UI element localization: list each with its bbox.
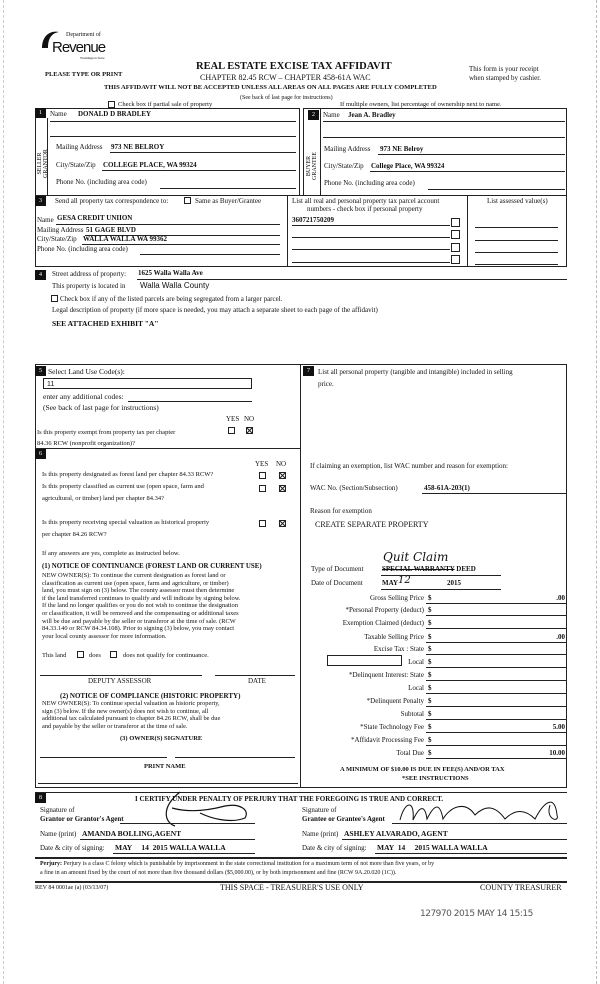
buyer-city-field[interactable]: College Place, WA 99324	[371, 162, 445, 170]
parcel-header-2: numbers - check box if personal property	[307, 205, 423, 213]
street-label: Street address of property:	[52, 270, 127, 278]
legal-label: Legal description of property (if more space is needed, you may attach a separate sheet to each page of the affidavit)	[52, 306, 378, 314]
section-6-badge: 6	[35, 449, 46, 459]
buyer-mail-field[interactable]: 973 NE Belroy	[380, 145, 424, 153]
partial-sale-checkbox[interactable]	[108, 101, 115, 108]
deputy-assessor-label: DEPUTY ASSESSOR	[88, 677, 152, 685]
owner-signature-line-2[interactable]	[175, 757, 295, 758]
print-name-label: PRINT NAME	[144, 763, 186, 770]
section-4-badge: 4	[35, 270, 46, 280]
does-not-label: does not qualify for continuance.	[123, 652, 209, 659]
exempt-question-2: 84.36 RCW (nonprofit organization)?	[37, 440, 135, 447]
land-use-code-value: 11	[47, 381, 55, 388]
receipt-text-1: This form is your receipt	[469, 65, 539, 73]
chapter-text: CHAPTER 82.45 RCW – CHAPTER 458-61A WAC	[200, 73, 371, 82]
qualifies-does-checkbox[interactable]	[77, 651, 84, 658]
fee-label: Exemption Claimed (deduct)	[342, 619, 424, 627]
currency-symbol: $	[428, 723, 432, 731]
assessed-value-field[interactable]	[475, 264, 558, 265]
fee-value[interactable]: 5.00	[552, 723, 565, 731]
grantee-signature-label: Signature of	[302, 806, 337, 814]
currency-symbol: $	[428, 645, 432, 653]
land-use-label: Select Land Use Code(s):	[48, 367, 125, 376]
if-yes-instruction: If any answers are yes, complete as instructed below.	[42, 550, 180, 557]
corr-mail-label: Mailing Address	[37, 226, 84, 234]
doc-date-day[interactable]: 12	[398, 575, 411, 586]
section-2-badge: 2	[308, 110, 319, 120]
parcel-header: List all real and personal property tax parcel account	[292, 197, 440, 205]
grantor-name-label: Name (print)	[40, 830, 77, 838]
corr-city-label: City/State/Zip	[37, 235, 77, 243]
currency-symbol: $	[428, 697, 432, 705]
see-back-text: (See back of last page for instructions)	[240, 95, 333, 101]
grantor-signature-label-2: Grantor or Grantor's Agent	[40, 815, 124, 823]
grantee-date-field[interactable]: MAY 14 2015 WALLA WALLA	[377, 843, 488, 852]
seller-side-label: SELLER GRANTOR	[37, 149, 49, 178]
fee-label: Local	[408, 684, 424, 692]
no-header: NO	[276, 460, 287, 468]
current-use-question: Is this property classified as current use (open space, farm and	[42, 483, 204, 490]
grantor-signature[interactable]	[150, 788, 260, 828]
grantee-signature[interactable]	[395, 795, 570, 825]
street-field[interactable]: 1625 Walla Walla Ave	[138, 269, 203, 277]
partial-sale-label: Check box if partial sale of property	[118, 101, 213, 108]
logo-name-text: Revenue	[52, 39, 106, 56]
currency-symbol: $	[428, 633, 432, 641]
section-7-badge: 7	[303, 366, 314, 376]
fee-label: *State Technology Fee	[360, 723, 424, 731]
assessor-date-line[interactable]	[215, 675, 295, 676]
assessor-date-label: DATE	[248, 677, 266, 685]
buyer-side-label: BUYER GRANTEE	[306, 152, 318, 180]
currency-symbol: $	[428, 749, 432, 757]
deputy-assessor-signature-line[interactable]	[40, 675, 202, 676]
seller-mail-label: Mailing Address	[56, 143, 103, 151]
current-use-no-checkbox-checked[interactable]	[279, 485, 286, 492]
personal-property-label-2: price.	[318, 380, 334, 388]
assessed-header: List assessed value(s)	[487, 197, 548, 205]
current-use-yes-checkbox[interactable]	[259, 485, 266, 492]
fee-label: *Affidavit Processing Fee	[351, 736, 424, 744]
doc-date-year[interactable]: 2015	[447, 579, 461, 587]
this-land-label: This land	[42, 652, 67, 659]
currency-symbol: $	[428, 606, 432, 614]
land-use-code-input[interactable]	[43, 378, 252, 389]
fee-value[interactable]: .00	[556, 594, 565, 602]
no-header: NO	[244, 415, 255, 423]
corr-name-field[interactable]: GESA CREDIT UNIION	[57, 214, 133, 222]
grantor-name-field[interactable]: AMANDA BOLLING,AGENT	[82, 829, 182, 838]
seller-city-label: City/State/Zip	[56, 161, 96, 169]
same-as-buyer-label: Same as Buyer/Grantee	[195, 197, 262, 205]
forest-yes-checkbox[interactable]	[259, 472, 266, 479]
reason-label: Reason for exemption	[310, 507, 372, 515]
exempt-question: Is this property exempt from property tax per chapter	[37, 429, 176, 436]
logo-dept-text: Department of	[66, 32, 101, 38]
grantor-signature-label: Signature of	[40, 806, 75, 814]
fee-label: Taxable Selling Price	[364, 633, 424, 641]
section-3-badge: 3	[35, 196, 46, 206]
corr-phone-label: Phone No. (including area code)	[37, 245, 128, 253]
wac-label: WAC No. (Section/Subsection)	[310, 484, 398, 492]
seller-city-field[interactable]: COLLEGE PLACE, WA 99324	[103, 161, 197, 169]
certify-statement: I CERTIFY UNDER PENALTY OF PERJURY THAT THE FOREGOING IS TRUE AND CORRECT.	[135, 795, 444, 803]
multiple-owners-text: If multiple owners, list percentage of ownership next to name.	[340, 101, 502, 108]
buyer-name-field[interactable]: Jean A. Bradley	[348, 111, 396, 119]
minimum-due-note: A MINIMUM OF $10.00 IS DUE IN FEE(S) AND/OR TAX	[340, 766, 505, 773]
personal-property-checkbox[interactable]	[451, 218, 460, 227]
county-field[interactable]: Walla Walla County	[140, 281, 210, 290]
doc-type-struck: SPECIAL WARRANTY	[382, 565, 455, 573]
fee-label: *Delinquent Interest: State	[348, 671, 424, 679]
historic-question: Is this property receiving special valuation as historical property	[42, 519, 210, 526]
exempt-no-checkbox-checked[interactable]	[246, 427, 253, 434]
currency-symbol: $	[428, 736, 432, 744]
wac-field[interactable]: 458-61A-203(1)	[424, 484, 470, 492]
located-label: This property is located in	[52, 282, 126, 290]
local-rate-input[interactable]	[327, 655, 402, 666]
form-revision: REV 84 0001ae (a) (03/13/07)	[35, 885, 109, 891]
same-as-buyer-checkbox[interactable]	[184, 197, 191, 204]
currency-symbol: $	[428, 710, 432, 718]
forest-no-checkbox-checked[interactable]	[279, 472, 286, 479]
fee-value[interactable]: 10.00	[549, 749, 565, 757]
buyer-name-label: Name	[323, 111, 340, 119]
please-type-text: PLEASE TYPE OR PRINT	[45, 71, 123, 78]
grantor-date-label: Date & city of signing:	[40, 844, 105, 852]
grantee-date-label: Date & city of signing:	[302, 844, 367, 852]
seller-name-field[interactable]: DONALD D BRADLEY	[78, 110, 152, 118]
receipt-text-2: when stamped by cashier.	[469, 74, 541, 82]
additional-codes-label: enter any additional codes:	[43, 392, 124, 401]
fee-label: Total Due	[396, 749, 424, 757]
doc-type-handwritten: Quit Claim	[383, 550, 449, 564]
currency-symbol: $	[428, 684, 432, 692]
assessed-value-field[interactable]	[475, 227, 558, 228]
corr-name-label: Name	[37, 216, 54, 224]
notice-continuance-text: NEW OWNER(S): To continue the current designation as forest land or classification as current use (open space, farm and agriculture, or timber) land, you must sign on (3) below. The county assessor must then determine if the land transferred continues to qualify and will indicate by signing below. If the land no longer qualifies or you do not wish to continue the designation or classification, it will be removed and the compensating or additional taxes will be due and payable by the seller or transferor at the time of sale. (RCW 84.33.140 or RCW 84.34.108). Prior to signing (3) below, you may contact your local county assessor for more information.	[42, 572, 241, 640]
forest-question: Is this property designated as forest land per chapter 84.33 RCW?	[42, 471, 214, 478]
fee-label: Gross Selling Price	[369, 594, 424, 602]
warning-text: THIS AFFIDAVIT WILL NOT BE ACCEPTED UNLESS ALL AREAS ON ALL PAGES ARE FULLY COMPLETED	[104, 84, 437, 91]
fee-label: *Delinquent Penalty	[366, 697, 424, 705]
current-use-question-2: agricultural, or timber) land per chapter 84.34?	[42, 495, 165, 502]
additional-codes-field[interactable]	[128, 401, 252, 402]
exemption-label: If claiming an exemption, list WAC number and reason for exemption:	[310, 462, 508, 470]
grantee-signature-label-2: Grantee or Grantee's Agent	[302, 815, 385, 823]
legal-description-field[interactable]: SEE ATTACHED EXHIBIT "A"	[52, 319, 159, 328]
grantor-date-field[interactable]: MAY 14 2015 WALLA WALLA	[115, 843, 226, 852]
owner-signature-label: (3) OWNER(S) SIGNATURE	[120, 735, 203, 742]
section-1-badge: 1	[35, 108, 46, 118]
corr-phone-field[interactable]	[140, 254, 280, 255]
grantee-name-label: Name (print)	[302, 830, 339, 838]
section-8-badge: 8	[35, 793, 46, 803]
county-treasurer-label: COUNTY TREASURER	[480, 883, 562, 892]
seller-name-label: Name	[50, 110, 67, 118]
doc-type-label: Type of Document	[311, 565, 364, 573]
fee-label: *Personal Property (deduct)	[345, 606, 424, 614]
buyer-city-label: City/State/Zip	[324, 162, 364, 170]
notice-continuance-title: (1) NOTICE OF CONTINUANCE (FOREST LAND OR CURRENT USE)	[42, 563, 262, 570]
assessed-value-field[interactable]	[475, 240, 558, 241]
seller-phone-label: Phone No. (including area code)	[56, 178, 147, 186]
doc-type-field[interactable]	[382, 566, 476, 573]
doc-type-suffix: DEED	[454, 565, 476, 573]
corr-city-field[interactable]: WALLA WALLA WA 99362	[83, 235, 167, 243]
exempt-yes-checkbox[interactable]	[228, 427, 235, 434]
segregated-checkbox[interactable]	[51, 295, 58, 302]
notice-compliance-title: (2) NOTICE OF COMPLIANCE (HISTORIC PROPERTY)	[60, 692, 241, 700]
fee-value[interactable]: .00	[556, 633, 565, 641]
qualifies-does-not-checkbox[interactable]	[110, 651, 117, 658]
buyer-mail-label: Mailing Address	[324, 145, 371, 153]
treasurer-space-label: THIS SPACE - TREASURER'S USE ONLY	[220, 883, 364, 892]
notice-compliance-text: NEW OWNER(S): To continue special valuation as historic property, sign (3) below. If the new owner(s) does not wish to continue, all additional tax calculated pursuant to chapter 84.26 RCW, shall be due and payable by the seller or transferor at the time of sale.	[42, 700, 221, 730]
seller-mail-field[interactable]: 973 NE BELROY	[111, 143, 165, 151]
currency-symbol: $	[428, 658, 432, 666]
land-use-see-back: (See back of last page for instructions)	[43, 403, 159, 412]
yes-header: YES	[255, 460, 269, 468]
historic-no-checkbox-checked[interactable]	[279, 520, 286, 527]
historic-yes-checkbox[interactable]	[259, 520, 266, 527]
fee-label: Local	[408, 658, 424, 666]
form-title: REAL ESTATE EXCISE TAX AFFIDAVIT	[196, 61, 392, 72]
personal-property-checkbox[interactable]	[451, 243, 460, 252]
assessed-value-field[interactable]	[475, 252, 558, 253]
currency-symbol: $	[428, 619, 432, 627]
perjury-notice: Perjury: Perjury is a class C felony which is punishable by imprisonment in the state correctional institution for a maximum term of not more than five years, or by a fine in an amount fixed by the court of not more than five thousand dollars ($5,000.00), or by both imprisonment and fine (RCW 9A.20.020 (1C)).	[40, 861, 435, 876]
personal-property-checkbox[interactable]	[451, 230, 460, 239]
buyer-phone-label: Phone No. (including area code)	[324, 179, 415, 187]
doc-date-label: Date of Document	[311, 579, 363, 587]
owner-signature-line[interactable]	[40, 757, 167, 758]
personal-property-label: List all personal property (tangible and intangible) included in selling	[318, 368, 513, 376]
personal-property-checkbox[interactable]	[451, 255, 460, 264]
currency-symbol: $	[428, 594, 432, 602]
reason-field[interactable]: CREATE SEPARATE PROPERTY	[315, 520, 429, 529]
see-instructions-note: *SEE INSTRUCTIONS	[402, 775, 469, 782]
grantee-name-field[interactable]: ASHLEY ALVARADO, AGENT	[344, 829, 448, 838]
parcel-field[interactable]: 360721750209	[292, 216, 334, 224]
fee-label: Subtotal	[400, 710, 424, 718]
fee-label: Excise Tax : State	[373, 645, 424, 653]
buyer-phone-field[interactable]	[428, 189, 565, 190]
corr-mail-field[interactable]: 51 GAGE BLVD	[86, 226, 136, 234]
segregated-label: Check box if any of the listed parcels are being segregated from a larger parcel.	[60, 295, 283, 303]
does-label: does	[89, 652, 101, 659]
seller-phone-field[interactable]	[160, 188, 296, 189]
treasurer-stamp: 127970 2015 MAY 14 15:15	[420, 909, 533, 919]
logo-state-text: Washington State	[80, 56, 105, 60]
section-5-badge: 5	[35, 366, 46, 376]
historic-question-2: per chapter 84.26 RCW?	[42, 531, 107, 538]
currency-symbol: $	[428, 671, 432, 679]
doc-date-month[interactable]: MAY	[382, 579, 399, 587]
send-correspondence-label: Send all property tax correspondence to:	[55, 197, 169, 205]
yes-header: YES	[226, 415, 240, 423]
